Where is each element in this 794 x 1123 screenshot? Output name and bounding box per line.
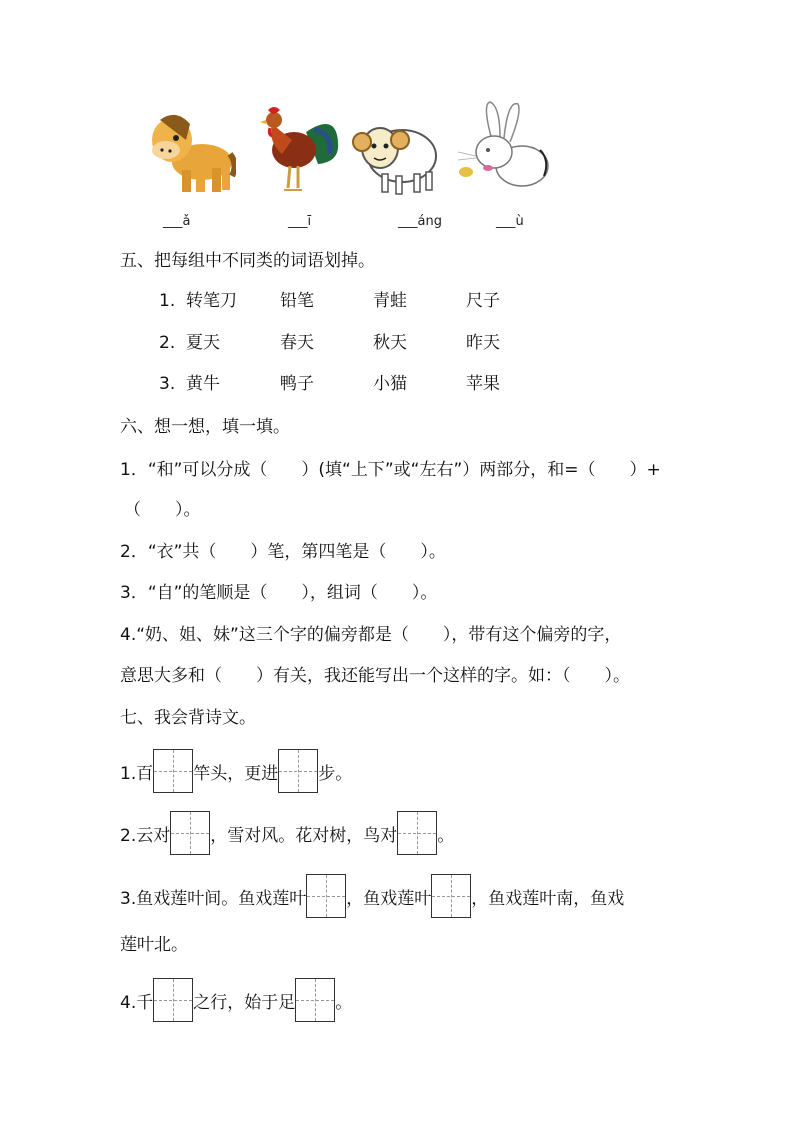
section6-title: 六、想一想，填一填。	[120, 417, 290, 437]
horse-icon	[146, 110, 236, 198]
poem4-text-b: 之行，始于足	[193, 992, 296, 1013]
poem3-text-b: ，鱼戏莲叶	[346, 888, 432, 909]
group-2-word-1[interactable]: 夏天	[186, 333, 220, 353]
group-3-word-4[interactable]: 苹果	[466, 374, 500, 394]
pinyin-blank-3[interactable]: ___áng	[398, 214, 442, 229]
poem1-blank-box-1[interactable]	[153, 749, 193, 793]
section6-q4-line1: 4.“奶、姐、妹”这三个字的偏旁都是（ ），带有这个偏旁的字，	[120, 625, 622, 645]
poem-line-3	[120, 874, 624, 918]
pinyin-blank-1[interactable]: ___ǎ	[163, 214, 191, 229]
poem1-text-b: 竿头，更进	[193, 763, 279, 784]
poem1-text-a: 1.百	[120, 763, 154, 784]
poem2-text-c: 。	[437, 825, 455, 846]
poem4-text-a: 4.千	[120, 992, 154, 1013]
group-3-word-1[interactable]: 黄牛	[186, 374, 220, 394]
poem-line-2	[120, 811, 454, 855]
poem2-text-b: ，雪对风。花对树，鸟对	[210, 825, 398, 846]
rooster-icon	[258, 102, 342, 196]
rooster-image	[258, 102, 342, 196]
section5-title: 五、把每组中不同类的词语划掉。	[120, 251, 375, 271]
poem2-blank-box-2[interactable]	[397, 811, 437, 855]
group-1-word-4[interactable]: 尺子	[466, 291, 500, 311]
group-2-word-2[interactable]: 春天	[280, 333, 314, 353]
poem3-text-d: 莲叶北。	[120, 935, 188, 955]
group-3-word-2[interactable]: 鸭子	[280, 374, 314, 394]
rabbit-image	[452, 100, 552, 192]
section6-q1-line1: 1．“和”可以分成（ ）(填“上下”或“左右”）两部分，和=（ ）+	[120, 460, 661, 480]
horse-image	[146, 110, 236, 198]
section6-q2: 2．“衣”共（ ）笔，第四笔是（ ）。	[120, 542, 446, 562]
poem4-text-c: 。	[335, 992, 353, 1013]
poem2-blank-box-1[interactable]	[170, 811, 210, 855]
poem1-blank-box-2[interactable]	[278, 749, 318, 793]
poem4-blank-box-2[interactable]	[295, 978, 335, 1022]
poem3-blank-box-2[interactable]	[431, 874, 471, 918]
group-1-word-1[interactable]: 转笔刀	[186, 291, 237, 311]
poem-line-1	[120, 749, 352, 793]
group-1-number: 1.	[159, 291, 176, 311]
poem3-blank-box-1[interactable]	[306, 874, 346, 918]
poem-line-4	[120, 978, 352, 1022]
group-2-word-3[interactable]: 秋天	[373, 333, 407, 353]
rabbit-icon	[452, 100, 552, 192]
pinyin-blank-4[interactable]: ___ù	[496, 214, 524, 229]
section6-q1-line2: （ ）。	[124, 500, 201, 520]
sheep-image	[352, 112, 440, 198]
group-1-word-2[interactable]: 铅笔	[280, 291, 314, 311]
group-1-word-3[interactable]: 青蛙	[373, 291, 407, 311]
group-3-number: 3.	[159, 374, 176, 394]
poem3-text-a: 3.鱼戏莲叶间。鱼戏莲叶	[120, 888, 307, 909]
poem2-text-a: 2.云对	[120, 825, 171, 846]
poem1-text-c: 步。	[318, 763, 353, 784]
poem3-text-c: ，鱼戏莲叶南，鱼戏	[471, 888, 625, 909]
poem4-blank-box-1[interactable]	[153, 978, 193, 1022]
sheep-icon	[352, 112, 440, 198]
pinyin-blank-2[interactable]: ___ī	[288, 214, 312, 229]
group-2-word-4[interactable]: 昨天	[466, 333, 500, 353]
section6-q3: 3．“自”的笔顺是（ ），组词（ ）。	[120, 583, 438, 603]
section7-title: 七、我会背诗文。	[120, 708, 256, 728]
group-3-word-3[interactable]: 小猫	[373, 374, 407, 394]
group-2-number: 2.	[159, 333, 176, 353]
section6-q4-line2: 意思大多和（ ）有关，我还能写出一个这样的字。如：（ ）。	[120, 666, 630, 686]
